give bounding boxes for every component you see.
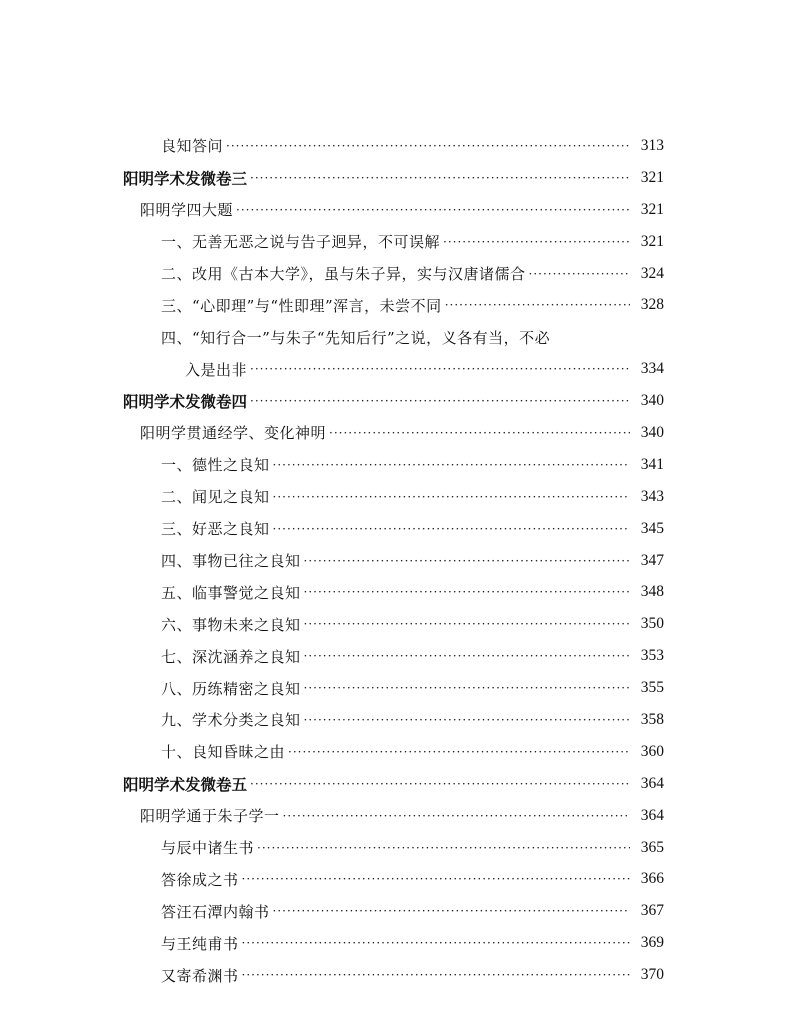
toc-page-number: 334 xyxy=(640,360,664,378)
toc-volume-heading xyxy=(0,768,787,800)
toc-leader-dots xyxy=(242,872,630,886)
toc-page-number: 366 xyxy=(640,870,664,888)
toc-leader-dots xyxy=(304,617,630,631)
toc-entry-title: 答徐成之书 xyxy=(161,870,239,889)
toc-entry-title: 良知答问 xyxy=(161,137,224,156)
toc-entry-title: 阳明学术发微卷五 xyxy=(123,774,248,794)
toc-page-number: 367 xyxy=(640,902,664,920)
toc-leader-dots xyxy=(273,490,630,504)
toc-page-number: 328 xyxy=(640,296,664,314)
toc-entry xyxy=(0,545,787,577)
toc-chapter-entry xyxy=(0,800,787,832)
toc-entry-title: 阳明学术发微卷四 xyxy=(123,392,248,412)
toc-leader-dots xyxy=(304,649,630,663)
toc-leader-dots xyxy=(250,171,630,185)
toc-entry xyxy=(0,959,787,991)
toc-entry-title: 阳明学术发微卷三 xyxy=(123,168,248,188)
toc-leader-dots xyxy=(283,809,630,823)
toc-entry-title: 二、闻见之良知 xyxy=(161,488,270,507)
toc-page-number: 321 xyxy=(640,168,664,186)
toc-entry xyxy=(0,130,787,162)
toc-leader-dots xyxy=(529,267,630,281)
toc-leader-dots xyxy=(445,298,630,312)
toc-page-number: 353 xyxy=(640,647,664,665)
toc-chapter-entry xyxy=(0,194,787,226)
toc-leader-dots xyxy=(304,681,630,695)
toc-entry-title: 与辰中诸生书 xyxy=(161,839,255,858)
toc-entry-title: 入是出非 xyxy=(185,360,248,379)
toc-leader-dots xyxy=(250,362,630,376)
toc-page-number: 340 xyxy=(640,392,664,410)
toc-page-number: 364 xyxy=(640,774,664,792)
toc-entry-title: 与王纯甫书 xyxy=(161,934,239,953)
toc-entry xyxy=(0,863,787,895)
toc-page-number: 370 xyxy=(640,966,664,984)
toc-page-number: 324 xyxy=(640,264,664,282)
toc-page-number: 369 xyxy=(640,934,664,952)
toc-leader-dots xyxy=(242,936,630,950)
toc-entry-title: 九、学术分类之良知 xyxy=(161,711,301,730)
toc-page-number: 350 xyxy=(640,615,664,633)
toc-volume-heading xyxy=(0,385,787,417)
toc-entry xyxy=(0,927,787,959)
toc-entry-title: 三、好恶之良知 xyxy=(161,520,270,539)
toc-leader-dots xyxy=(329,426,630,440)
toc-entry xyxy=(0,258,787,290)
toc-leader-dots xyxy=(273,904,630,918)
toc-leader-dots xyxy=(304,585,630,599)
toc-entry-title: 一、无善无恶之说与告子迥异，不可误解 xyxy=(161,233,441,252)
toc-entry xyxy=(0,513,787,545)
toc-entry-title: 四、事物已往之良知 xyxy=(161,552,301,571)
toc-page-number: 343 xyxy=(640,487,664,505)
toc-entry xyxy=(0,704,787,736)
toc-page-number: 313 xyxy=(640,136,664,154)
toc-entry-title: 一、德性之良知 xyxy=(161,456,270,475)
toc-page-number: 321 xyxy=(640,200,664,218)
toc-entry-title: 四、“知行合一”与朱子“先知后行”之说，义各有当，不必 xyxy=(161,328,551,347)
toc-entry-title: 十、良知昏昧之由 xyxy=(161,743,286,762)
toc-leader-dots xyxy=(273,522,630,536)
toc-entry-title: 又寄希渊书 xyxy=(161,966,239,985)
toc-leader-dots xyxy=(443,235,630,249)
toc-entry xyxy=(0,736,787,768)
toc-entry xyxy=(0,449,787,481)
toc-volume-heading xyxy=(0,162,787,194)
toc-leader-dots xyxy=(257,841,630,855)
toc-page-number: 360 xyxy=(640,742,664,760)
toc-entry xyxy=(0,895,787,927)
toc-entry xyxy=(0,576,787,608)
toc-leader-dots xyxy=(226,139,630,153)
toc-entry-title: 二、改用《古本大学》，虽与朱子异，实与汉唐诸儒合 xyxy=(161,265,526,283)
toc-entry xyxy=(0,608,787,640)
toc-entry-title: 阳明学四大题 xyxy=(140,201,234,220)
toc-page-number: 365 xyxy=(640,838,664,856)
toc-leader-dots xyxy=(236,203,630,217)
toc-page-number: 341 xyxy=(640,455,664,473)
toc-entry xyxy=(0,640,787,672)
toc-entry xyxy=(0,226,787,258)
toc-entry-title: 阳明学贯通经学、变化神明 xyxy=(140,424,327,443)
toc-leader-dots xyxy=(273,458,630,472)
toc-entry xyxy=(0,481,787,513)
toc-page-number: 345 xyxy=(640,519,664,537)
toc-page-number: 348 xyxy=(640,583,664,601)
toc-page-number: 355 xyxy=(640,679,664,697)
toc-entry-title: 阳明学通于朱子学一 xyxy=(140,807,280,826)
toc-entry-title: 八、历练精密之良知 xyxy=(161,679,301,698)
toc-entry-continuation xyxy=(0,353,787,385)
toc-entry-title: 答汪石潭内翰书 xyxy=(161,902,270,921)
toc-entry-title: 三、“心即理”与“性即理”浑言，未尝不同 xyxy=(161,296,442,315)
toc-leader-dots xyxy=(242,968,630,982)
toc-entry-title: 五、临事警觉之良知 xyxy=(161,583,301,602)
toc-leader-dots xyxy=(250,394,630,408)
toc-chapter-entry xyxy=(0,417,787,449)
toc-entry-title: 六、事物未来之良知 xyxy=(161,615,301,634)
toc-leader-dots xyxy=(304,554,630,568)
toc-entry xyxy=(0,289,787,321)
toc-entry-title: 七、深沈涵养之良知 xyxy=(161,647,301,666)
toc-page-number: 347 xyxy=(640,551,664,569)
table-of-contents xyxy=(0,130,787,991)
toc-leader-dots xyxy=(288,745,630,759)
toc-page-number: 321 xyxy=(640,232,664,250)
toc-entry xyxy=(0,672,787,704)
toc-entry xyxy=(0,832,787,864)
toc-page-number: 340 xyxy=(640,423,664,441)
toc-page-number: 358 xyxy=(640,710,664,728)
toc-leader-dots xyxy=(304,713,630,727)
toc-entry xyxy=(0,321,787,353)
toc-leader-dots xyxy=(250,777,630,791)
toc-page-number: 364 xyxy=(640,806,664,824)
